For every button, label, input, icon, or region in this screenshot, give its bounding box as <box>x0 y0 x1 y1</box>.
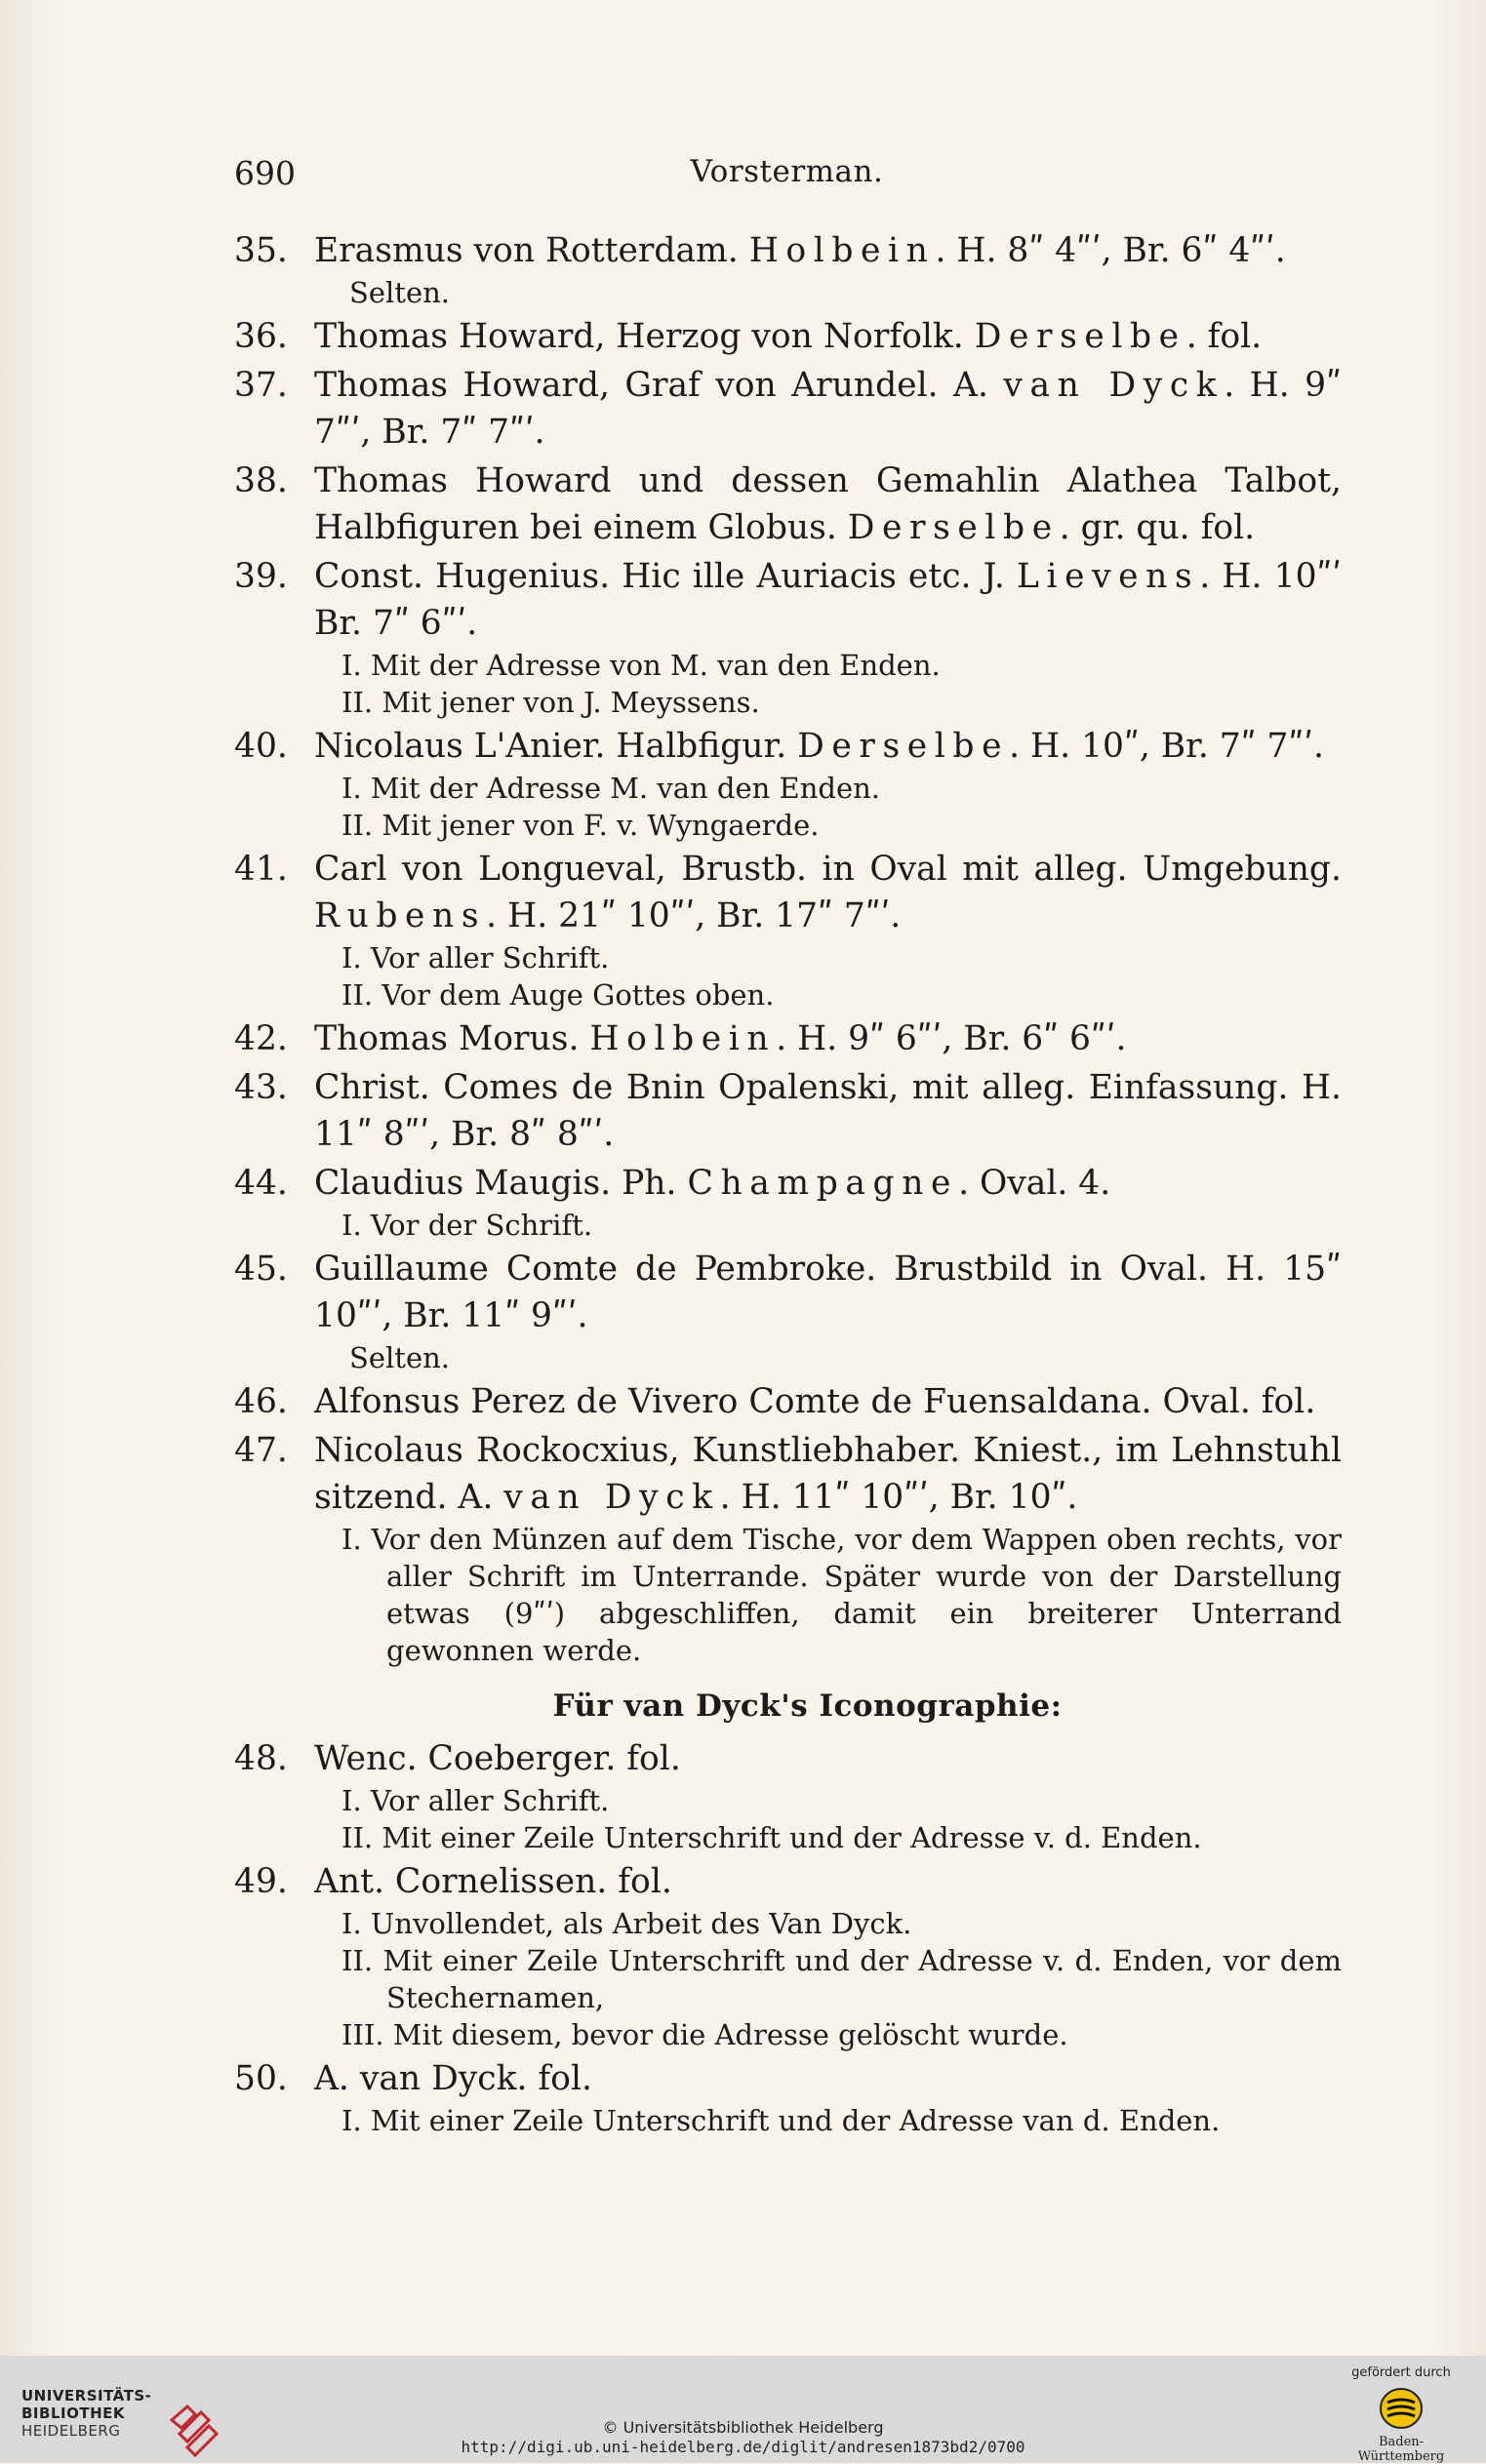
entry-text: Ant. Cornelissen. fol. <box>314 1862 672 1901</box>
entry-text: Nicolaus Rockocxius, Kunstliebhaber. Kniest., im Lehnstuhl sitzend. A. van Dyck. H. 11ʺ 10ʺʹ, Br. 10ʺ. <box>314 1431 1342 1517</box>
state-note: II. Mit jener von J. Meyssens. <box>341 686 760 719</box>
copyright-text: © Universitätsbibliothek Heidelberg <box>602 2418 884 2437</box>
catalogue-entry <box>234 1858 1342 2053</box>
artist-name: van Dyck <box>1003 366 1225 405</box>
page-number: 690 <box>234 154 296 192</box>
entry-text: Thomas Morus. Holbein. H. 9ʺ 6ʺʹ, Br. 6ʺ 6ʺʹ. <box>314 1019 1127 1058</box>
entry-number: 44. <box>234 1164 288 1203</box>
copyright-credit <box>0 2418 1486 2457</box>
entry-number: 36. <box>234 317 288 356</box>
artist-name: Derselbe <box>847 508 1060 547</box>
entry-text: Nicolaus L'Anier. Halbfigur. Derselbe. H. 10ʺ, Br. 7ʺ 7ʺʹ. <box>314 727 1324 766</box>
entry-list <box>234 227 1342 1669</box>
entry-text: Thomas Howard und dessen Gemahlin Alathea Talbot, Halbfiguren bei einem Globus. Derselbe. gr. qu. fol. <box>314 461 1342 547</box>
library-name-line1: UNIVERSITÄTS- <box>21 2387 152 2404</box>
catalogue-entry <box>234 362 1342 456</box>
entry-number: 39. <box>234 557 288 596</box>
artist-name: van Dyck <box>503 1478 720 1517</box>
catalogue-entry <box>234 1378 1342 1425</box>
state-note: I. Mit der Adresse M. van den Enden. <box>341 772 881 805</box>
state-note: II. Mit jener von F. v. Wyngaerde. <box>341 809 820 842</box>
artist-name: Holbein <box>589 1019 777 1058</box>
catalogue-entry <box>234 1427 1342 1669</box>
catalogue-entry <box>234 313 1342 360</box>
permalink-url[interactable]: http://digi.ub.uni-heidelberg.de/diglit/andresen1873bd2/0700 <box>461 2438 1025 2456</box>
catalogue-entries <box>234 227 1342 2141</box>
catalogue-entry <box>234 1064 1342 1158</box>
entry-number: 37. <box>234 366 288 405</box>
entry-number: 49. <box>234 1862 288 1901</box>
catalogue-entry <box>234 846 1342 1013</box>
sponsor-block <box>1338 2365 1465 2464</box>
state-note: I. Vor der Schrift. <box>341 1209 593 1242</box>
artist-name: Holbein <box>748 231 936 270</box>
catalogue-entry <box>234 1246 1342 1376</box>
entry-text: Claudius Maugis. Ph. Champagne. Oval. 4. <box>314 1164 1111 1203</box>
catalogue-entry <box>234 553 1342 721</box>
artist-name: Champagne <box>687 1164 959 1203</box>
state-note: I. Unvollendet, als Arbeit des Van Dyck. <box>341 1907 912 1940</box>
entry-text: Carl von Longueval, Brustb. in Oval mit alleg. Umgebung. Rubens. H. 21ʺ 10ʺʹ, Br. 17ʺ 7ʺʹ. <box>314 850 1342 935</box>
catalogue-entry <box>234 227 1342 311</box>
entry-number: 48. <box>234 1739 288 1778</box>
entry-list-iconographie <box>234 1735 1342 2139</box>
entry-number: 47. <box>234 1431 288 1470</box>
entry-number: 46. <box>234 1382 288 1421</box>
footer-bar <box>0 2356 1486 2463</box>
state-note: I. Vor aller Schrift. <box>341 1784 610 1817</box>
entry-text: Wenc. Coeberger. fol. <box>314 1739 681 1778</box>
entry-number: 43. <box>234 1068 288 1107</box>
sponsor-label: gefördert durch <box>1351 2365 1451 2380</box>
catalogue-entry <box>234 723 1342 844</box>
entry-text: Thomas Howard, Herzog von Norfolk. Derselbe. fol. <box>314 317 1263 356</box>
entry-number: 45. <box>234 1250 288 1289</box>
entry-note: Selten. <box>349 276 451 309</box>
entry-number: 50. <box>234 2059 288 2098</box>
entry-text: Erasmus von Rotterdam. Holbein. H. 8ʺ 4ʺʹ, Br. 6ʺ 4ʺʹ. <box>314 231 1286 270</box>
catalogue-entry <box>234 1735 1342 1856</box>
sponsor-name: Baden-Württemberg <box>1357 2435 1445 2464</box>
catalogue-entry <box>234 2055 1342 2139</box>
catalogue-entry <box>234 1160 1342 1244</box>
state-note: I. Vor den Münzen auf dem Tische, vor dem Wappen oben rechts, vor aller Schrift im Unterrande. Später wurde von der Darstellung etwas (9ʺʹ) abgeschliffen, damit ein breiterer Unterrand gewonnen werde. <box>341 1523 1342 1667</box>
state-note: II. Mit einer Zeile Unterschrift und der Adresse v. d. Enden, vor dem Stechernamen, <box>341 1944 1342 2014</box>
state-note: I. Mit der Adresse von M. van den Enden. <box>341 649 941 682</box>
library-name-line3: HEIDELBERG <box>21 2422 121 2440</box>
running-title: Vorsterman. <box>690 154 884 189</box>
entry-number: 35. <box>234 231 288 270</box>
section-heading: Für van Dyck's Iconographie: <box>552 1689 1063 1724</box>
entry-number: 40. <box>234 727 288 766</box>
state-note: II. Vor dem Auge Gottes oben. <box>341 978 775 1012</box>
state-note: I. Mit einer Zeile Unterschrift und der Adresse van d. Enden. <box>341 2104 1221 2137</box>
state-note: I. Vor aller Schrift. <box>341 941 610 974</box>
artist-name: Lievens <box>1016 557 1200 596</box>
artist-name: Rubens <box>314 896 487 935</box>
state-note: III. Mit diesem, bevor die Adresse gelöscht wurde. <box>341 2018 1068 2051</box>
entry-note: Selten. <box>349 1341 451 1374</box>
entry-text: Const. Hugenius. Hic ille Auriacis etc. J. Lievens. H. 10ʺʹ Br. 7ʺ 6ʺʹ. <box>314 557 1342 643</box>
page-header <box>234 154 1340 203</box>
entry-text: Alfonsus Perez de Vivero Comte de Fuensaldana. Oval. fol. <box>314 1382 1316 1421</box>
entry-text: Christ. Comes de Bnin Opalenski, mit alleg. Einfassung. H. 11ʺ 8ʺʹ, Br. 8ʺ 8ʺʹ. <box>314 1068 1342 1154</box>
library-name-line2: BIBLIOTHEK <box>21 2404 125 2422</box>
state-crest-icon <box>1379 2386 1424 2431</box>
catalogue-entry <box>234 1015 1342 1062</box>
artist-name: Derselbe <box>797 727 1010 766</box>
state-note: II. Mit einer Zeile Unterschrift und der Adresse v. d. Enden. <box>341 1821 1202 1854</box>
entry-text: Thomas Howard, Graf von Arundel. A. van Dyck. H. 9ʺ 7ʺʹ, Br. 7ʺ 7ʺʹ. <box>314 366 1343 452</box>
entry-text: Guillaume Comte de Pembroke. Brustbild in Oval. H. 15ʺ 10ʺʹ, Br. 11ʺ 9ʺʹ. <box>314 1250 1342 1335</box>
entry-number: 41. <box>234 850 288 889</box>
artist-name: Derselbe <box>974 317 1186 356</box>
catalogue-entry <box>234 457 1342 551</box>
entry-number: 42. <box>234 1019 288 1058</box>
entry-text: A. van Dyck. fol. <box>314 2059 592 2098</box>
entry-number: 38. <box>234 461 288 500</box>
